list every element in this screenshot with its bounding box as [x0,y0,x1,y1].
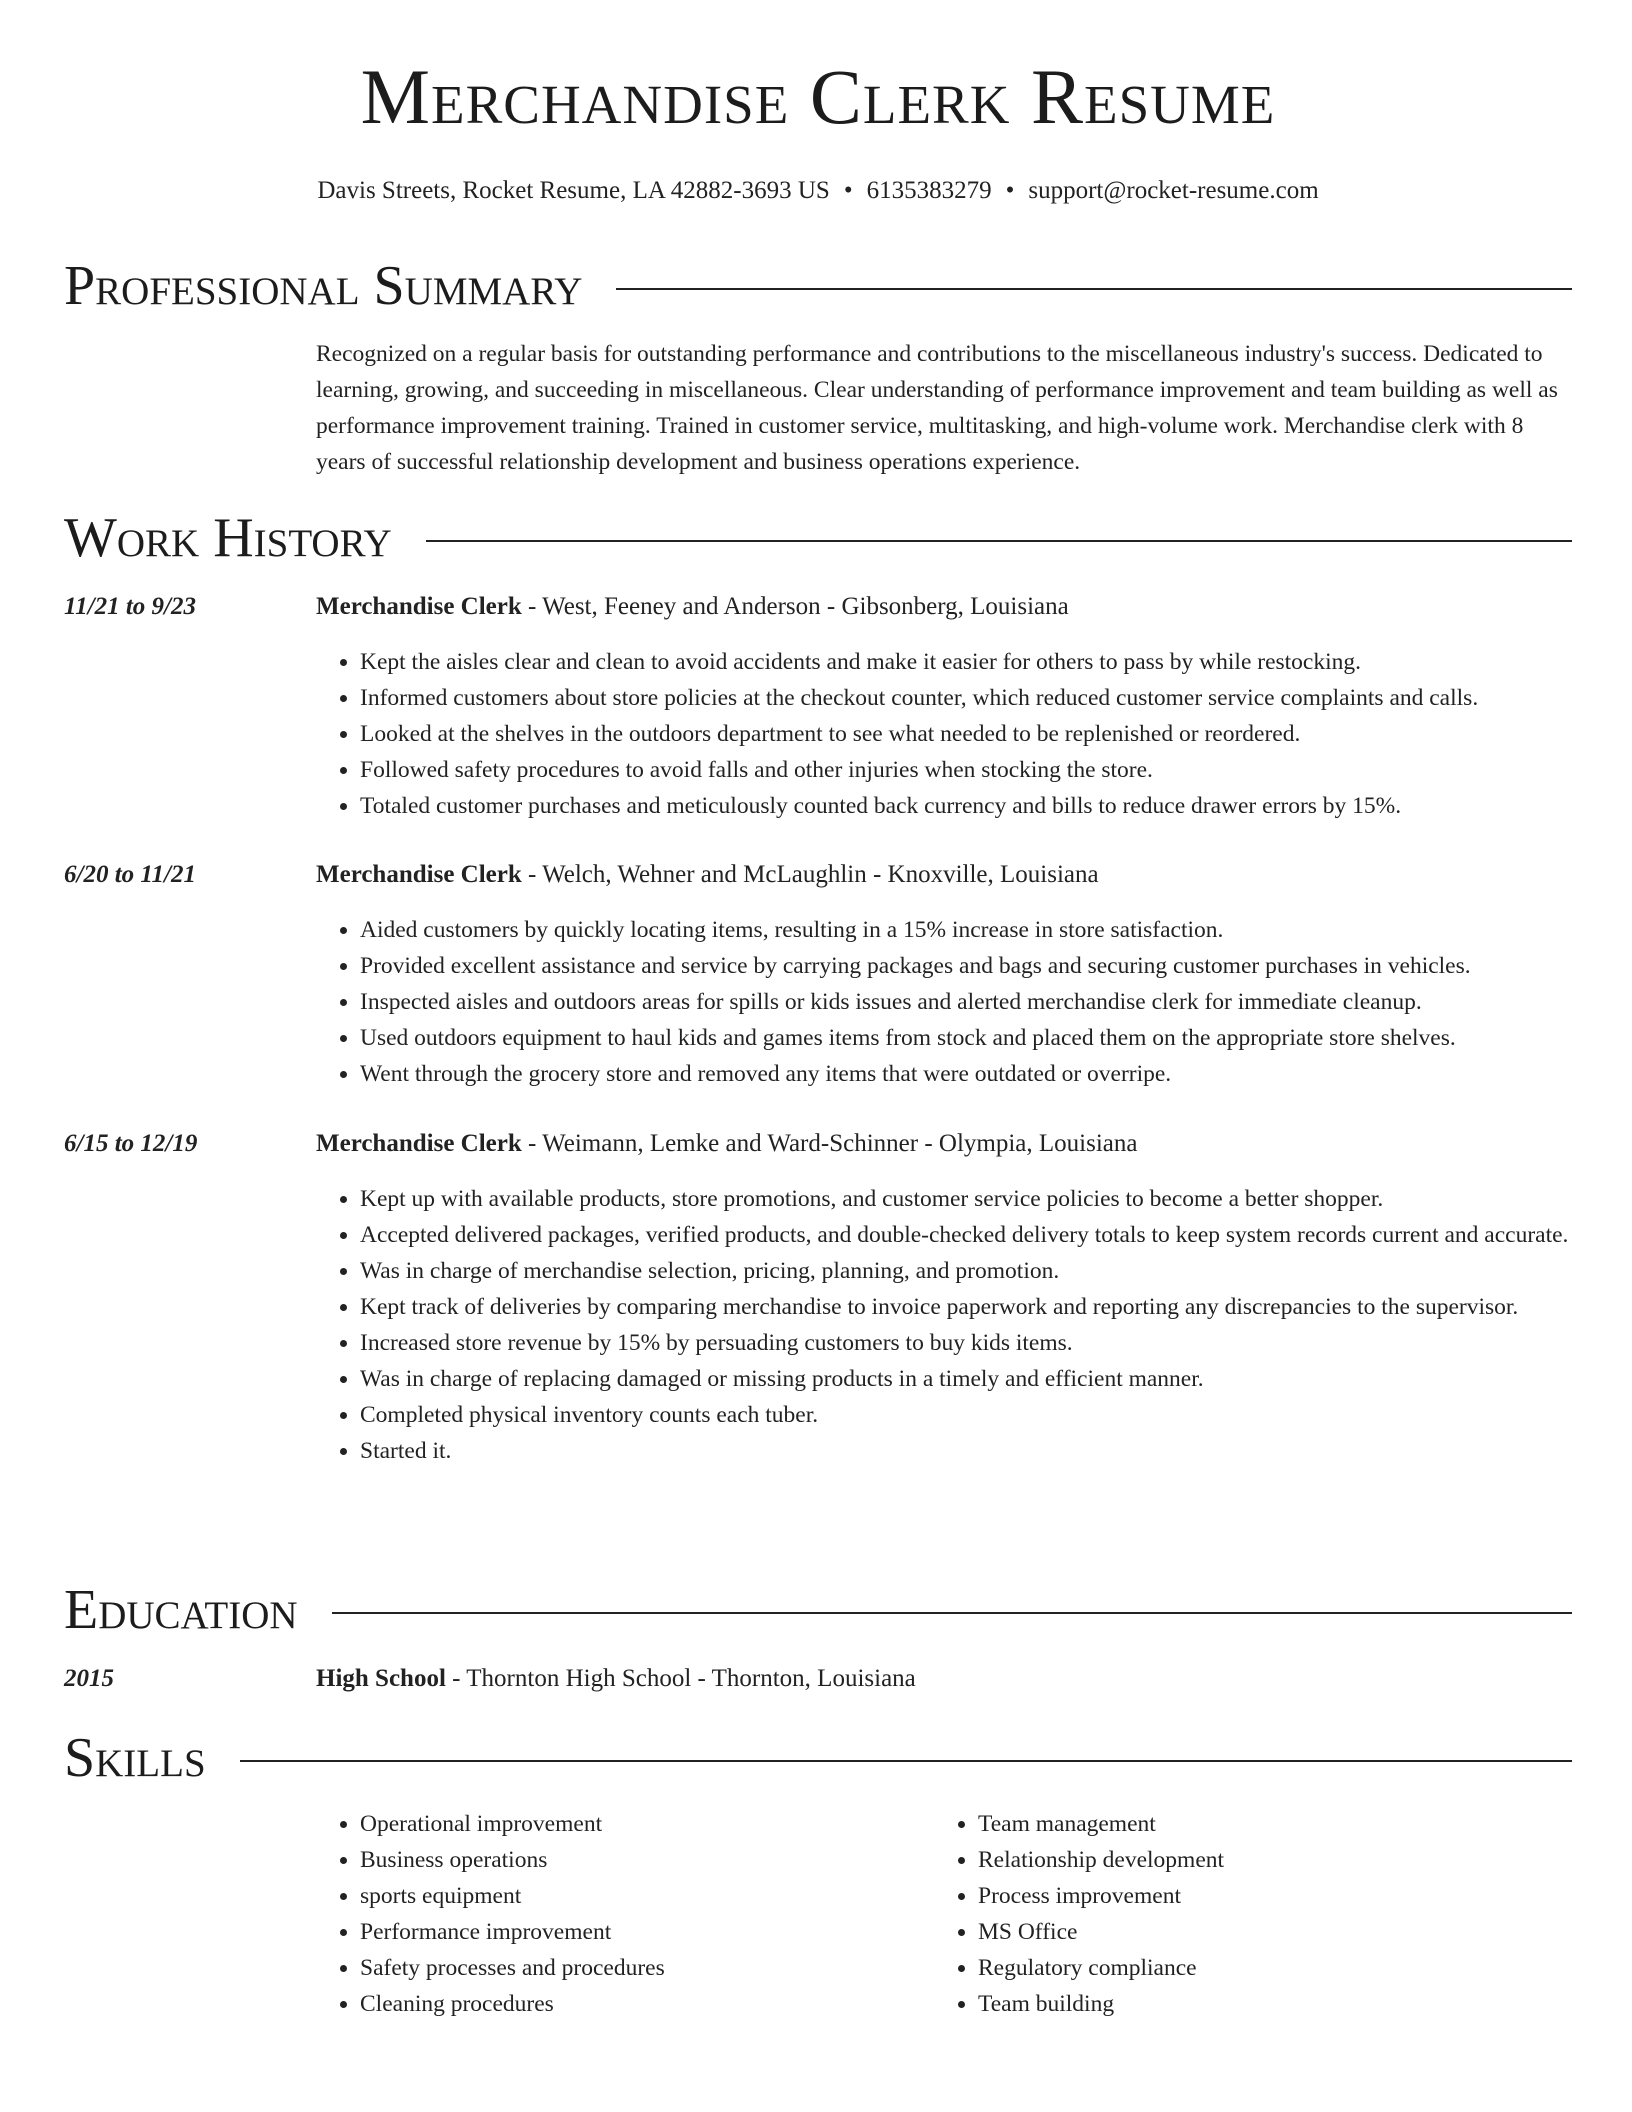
job-bullet: • Kept the aisles clear and clean to avoid accidents and make it easier for others to pass by while restocking. [360,644,1590,680]
job-title: Merchandise Clerk [316,593,522,620]
education-degree: High School [316,1665,446,1692]
skill-item: • Cleaning procedures [360,1986,920,2022]
job-heading [316,859,1572,891]
skill-item: • Process improvement [978,1878,1538,1914]
job-dates: 11/21 to 9/23 [64,593,196,620]
education-details: - Thornton High School - Thornton, Louisiana [445,1665,916,1692]
job-title: Merchandise Clerk [316,1130,522,1157]
job-heading [316,1128,1572,1160]
summary-section-header [64,256,1572,316]
contact-address: Davis Streets, Rocket Resume, LA 42882-3693 US [317,177,830,204]
job-dates: 6/15 to 12/19 [64,1130,198,1157]
education-entry [316,1663,1572,1695]
job-bullet: • Increased store revenue by 15% by persuading customers to buy kids items. [360,1325,1590,1361]
skills-list-right [934,1806,1538,2022]
job-bullet: • Went through the grocery store and removed any items that were outdated or overripe. [360,1056,1590,1092]
education-heading: Education [64,1579,298,1641]
education-section-header [64,1580,1572,1640]
job-bullet: • Used outdoors equipment to haul kids and games items from stock and placed them on the appropriate store shelves. [360,1020,1590,1056]
job-bullet: • Aided customers by quickly locating items, resulting in a 15% increase in store satisfaction. [360,912,1590,948]
contact-line [64,176,1572,206]
contact-separator: • [1005,177,1015,204]
contact-email: support@rocket-resume.com [1028,177,1319,204]
job-bullet: • Informed customers about store policies at the checkout counter, which reduced customer service complaints and calls. [360,680,1590,716]
job-bullet: • Kept track of deliveries by comparing merchandise to invoice paperwork and reporting any discrepancies to the supervisor. [360,1289,1590,1325]
skills-list-left [316,1806,920,2022]
skills-heading: Skills [64,1727,206,1789]
section-divider [426,540,1572,542]
job-bullet: • Followed safety procedures to avoid falls and other injuries when stocking the store. [360,752,1590,788]
skills-section-header [64,1728,1572,1788]
skill-item: • Operational improvement [360,1806,920,1842]
skill-item: • sports equipment [360,1878,920,1914]
skill-item: • Safety processes and procedures [360,1950,920,1986]
job-bullet: • Started it. [360,1433,1590,1469]
job-details: - Welch, Wehner and McLaughlin - Knoxville, Louisiana [521,861,1099,888]
contact-separator: • [843,177,853,204]
job-bullet: • Accepted delivered packages, verified products, and double-checked delivery totals to keep system records current and accurate. [360,1217,1590,1253]
job-bullet: • Kept up with available products, store promotions, and customer service policies to become a better shopper. [360,1181,1590,1217]
skill-item: • Team management [978,1806,1538,1842]
job-bullet: • Was in charge of replacing damaged or missing products in a timely and efficient manner. [360,1361,1590,1397]
job-bullets [316,644,1590,824]
skill-item: • Performance improvement [360,1914,920,1950]
job-heading [316,591,1572,623]
job-dates: 6/20 to 11/21 [64,861,196,888]
job-bullet: • Looked at the shelves in the outdoors department to see what needed to be replenished or reordered. [360,716,1590,752]
skill-item: • Team building [978,1986,1538,2022]
contact-phone: 6135383279 [866,177,992,204]
job-bullets [316,912,1590,1092]
job-details: - Weimann, Lemke and Ward-Schinner - Olympia, Louisiana [521,1130,1138,1157]
section-divider [332,1612,1572,1614]
skill-item: • Regulatory compliance [978,1950,1538,1986]
summary-text: Recognized on a regular basis for outstanding performance and contributions to the miscellaneous industry's success. Dedicated to learning, growing, and succeeding in miscellaneous. Clear understanding of performance improvement and team building as well as performance improvement training. Trained in customer service, multitasking, and high-volume work. Merchandise clerk with 8 years of successful relationship development and business operations experience. [316,341,1558,475]
job-bullet: • Inspected aisles and outdoors areas for spills or kids issues and alerted merchandise clerk for immediate cleanup. [360,984,1590,1020]
job-bullets [316,1181,1590,1469]
skill-item: • Business operations [360,1842,920,1878]
summary-heading: Professional Summary [64,255,583,317]
work-history-section-header [64,508,1572,568]
resume-title: Merchandise Clerk Resume [360,53,1276,140]
job-bullet: • Was in charge of merchandise selection, pricing, planning, and promotion. [360,1253,1590,1289]
skill-item: • Relationship development [978,1842,1538,1878]
education-year: 2015 [64,1665,114,1692]
job-bullet: • Provided excellent assistance and service by carrying packages and bags and securing customer purchases in vehicles. [360,948,1590,984]
job-title: Merchandise Clerk [316,861,522,888]
section-divider [616,288,1572,290]
job-details: - West, Feeney and Anderson - Gibsonberg, Louisiana [521,593,1069,620]
skill-item: • MS Office [978,1914,1538,1950]
work-history-heading: Work History [64,507,392,569]
section-divider [240,1760,1572,1762]
job-bullet: • Totaled customer purchases and meticulously counted back currency and bills to reduce drawer errors by 15%. [360,788,1590,824]
job-bullet: • Completed physical inventory counts each tuber. [360,1397,1590,1433]
